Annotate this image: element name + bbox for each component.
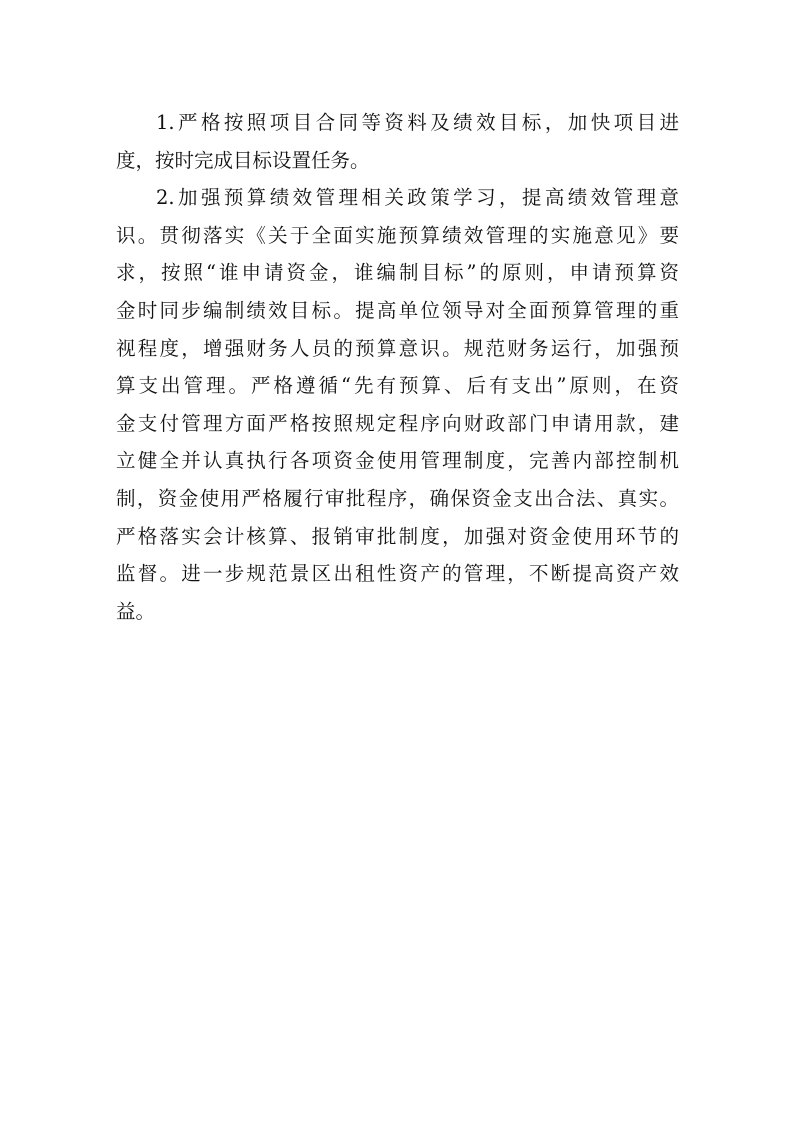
document-body	[116, 104, 679, 630]
text-line: 2.加强预算绩效管理相关政策学习，提高绩效管理意	[156, 186, 679, 210]
text-line: 金支付管理方面严格按照规定程序向财政部门申请用款，建	[116, 411, 679, 435]
text-line: 度，按时完成目标设置任务。	[116, 148, 370, 172]
text-line: 益。	[116, 599, 156, 623]
text-line: 立健全并认真执行各项资金使用管理制度，完善内部控制机	[116, 449, 679, 473]
text-line: 制，资金使用严格履行审批程序，确保资金支出合法、真实。	[116, 486, 679, 510]
text-line: 求，按照“谁申请资金，谁编制目标”的原则，申请预算资	[116, 261, 679, 285]
text-line: 识。贯彻落实《关于全面实施预算绩效管理的实施意见》要	[116, 223, 679, 247]
text-line: 严格落实会计核算、报销审批制度，加强对资金使用环节的	[116, 524, 679, 548]
text-line: 视程度，增强财务人员的预算意识。规范财务运行，加强预	[116, 336, 679, 360]
text-line: 监督。进一步规范景区出租性资产的管理，不断提高资产效	[116, 562, 679, 586]
text-line: 算支出管理。严格遵循“先有预算、后有支出”原则，在资	[116, 374, 679, 398]
text-line: 1.严格按照项目合同等资料及绩效目标，加快项目进	[156, 111, 679, 134]
text-line: 金时同步编制绩效目标。提高单位领导对全面预算管理的重	[116, 298, 679, 322]
